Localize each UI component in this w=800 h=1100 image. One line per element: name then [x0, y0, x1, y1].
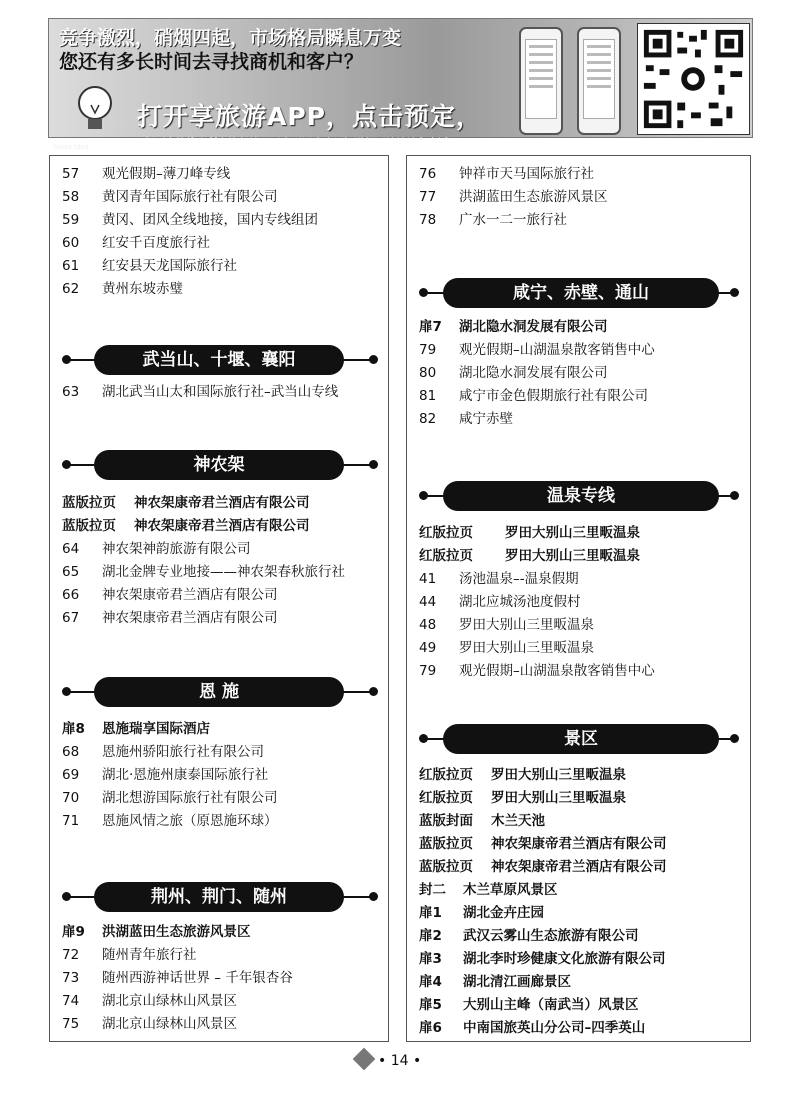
section-header — [62, 677, 378, 707]
list-item: 71 恩施风情之旅（原恩施环球） — [62, 813, 278, 829]
list-item: 红版拉页 罗田大别山三里畈温泉 — [419, 790, 626, 806]
list-item: 红版拉页 罗田大别山三里畈温泉 — [419, 548, 640, 564]
section-title: 景区 — [443, 724, 719, 754]
list-item: 蓝版拉页 神农架康帝君兰酒店有限公司 — [419, 836, 667, 852]
list-item: 扉6 中南国旅英山分公司–四季英山 — [419, 1020, 646, 1036]
list-item: 57 观光假期–薄刀峰专线 — [62, 166, 231, 182]
section-header — [62, 882, 378, 912]
list-item: 扉1 湖北金卉庄园 — [419, 905, 544, 921]
list-item: 红版拉页 罗田大别山三里畈温泉 — [419, 525, 640, 541]
list-item: 扉8 恩施瑞享国际酒店 — [62, 721, 210, 737]
banner-tagline: Good Idea — [53, 143, 89, 151]
list-item: 72 随州青年旅行社 — [62, 947, 197, 963]
list-item: 82 咸宁赤壁 — [419, 411, 513, 427]
list-item: 48 罗田大别山三里畈温泉 — [419, 617, 594, 633]
section-title: 武当山、十堰、襄阳 — [94, 345, 344, 375]
section-header — [62, 450, 378, 480]
section-title: 温泉专线 — [443, 481, 719, 511]
page-number: • 14 • — [356, 1051, 421, 1069]
list-item: 70 湖北想游国际旅行社有限公司 — [62, 790, 278, 806]
section-header — [419, 278, 739, 308]
list-item: 79 观光假期–山湖温泉散客销售中心 — [419, 342, 655, 358]
list-item: 66 神农架康帝君兰酒店有限公司 — [62, 587, 278, 603]
list-item: 44 湖北应城汤池度假村 — [419, 594, 581, 610]
banner-subline: 便可查找搜索所有旅行社，再也不用头疼不知道组团社地址和电话！ — [144, 137, 459, 149]
list-item: 67 神农架康帝君兰酒店有限公司 — [62, 610, 278, 626]
list-item: 蓝版拉页 神农架康帝君兰酒店有限公司 — [62, 518, 310, 534]
banner-line1: 竞争激烈，硝烟四起，市场格局瞬息万变 — [59, 27, 402, 49]
list-item: 81 咸宁市金色假期旅行社有限公司 — [419, 388, 648, 404]
banner-cta: 打开享旅游APP，点击预定， — [137, 102, 482, 131]
list-item: 蓝版拉页 神农架康帝君兰酒店有限公司 — [419, 859, 667, 875]
list-item: 59 黄冈、团风全线地接，国内专线组团 — [62, 212, 318, 228]
list-item: 58 黄冈青年国际旅行社有限公司 — [62, 189, 278, 205]
list-item: 74 湖北京山绿林山风景区 — [62, 993, 237, 1009]
section-title: 恩 施 — [94, 677, 344, 707]
list-item: 49 罗田大别山三里畈温泉 — [419, 640, 594, 656]
phone-mockup-icon — [519, 27, 563, 135]
ad-banner[interactable] — [48, 18, 753, 151]
qr-code-icon[interactable] — [637, 23, 750, 135]
list-item: 65 湖北金牌专业地接——神农架春秋旅行社 — [62, 564, 345, 580]
magazine-logo-icon — [353, 1048, 376, 1071]
list-item: 76 钟祥市天马国际旅行社 — [419, 166, 594, 182]
list-item: 64 神农架神韵旅游有限公司 — [62, 541, 251, 557]
section-header — [419, 481, 739, 511]
list-item: 蓝版封面 木兰天池 — [419, 813, 545, 829]
list-item: 77 洪湖蓝田生态旅游风景区 — [419, 189, 608, 205]
list-item: 80 湖北隐水洞发展有限公司 — [419, 365, 608, 381]
left-column — [49, 155, 389, 1042]
section-title: 荆州、荆门、随州 — [94, 882, 344, 912]
lightbulb-icon — [71, 83, 119, 139]
list-item: 扉9 洪湖蓝田生态旅游风景区 — [62, 924, 251, 940]
right-column — [406, 155, 751, 1042]
list-item: 41 汤池温泉–-温泉假期 — [419, 571, 579, 587]
list-item: 79 观光假期–山湖温泉散客销售中心 — [419, 663, 655, 679]
list-item: 扉7 湖北隐水洞发展有限公司 — [419, 319, 608, 335]
list-item: 扉4 湖北清江画廊景区 — [419, 974, 571, 990]
phone-mockup-icon — [577, 27, 621, 135]
list-item: 60 红安千百度旅行社 — [62, 235, 210, 251]
list-item: 75 湖北京山绿林山风景区 — [62, 1016, 237, 1032]
list-item: 扉5 大别山主峰（南武当）风景区 — [419, 997, 639, 1013]
list-item: 61 红安县天龙国际旅行社 — [62, 258, 237, 274]
list-item: 蓝版拉页 神农架康帝君兰酒店有限公司 — [62, 495, 310, 511]
section-header — [62, 345, 378, 375]
list-item: 62 黄州东坡赤璧 — [62, 281, 183, 297]
section-title: 神农架 — [94, 450, 344, 480]
list-item: 扉3 湖北李时珍健康文化旅游有限公司 — [419, 951, 666, 967]
banner-line2: 您还有多长时间去寻找商机和客户？ — [59, 51, 364, 73]
list-item: 封二 木兰草原风景区 — [419, 882, 558, 898]
section-header — [419, 724, 739, 754]
list-item: 扉2 武汉云雾山生态旅游有限公司 — [419, 928, 639, 944]
list-item: 73 随州西游神话世界 – 千年银杏谷 — [62, 970, 293, 986]
list-item: 红版拉页 罗田大别山三里畈温泉 — [419, 767, 626, 783]
list-item: 78 广水一二一旅行社 — [419, 212, 567, 228]
list-item: 63 湖北武当山太和国际旅行社–武当山专线 — [62, 384, 339, 400]
list-item: 69 湖北·恩施州康泰国际旅行社 — [62, 767, 269, 783]
section-title: 咸宁、赤壁、通山 — [443, 278, 719, 308]
list-item: 68 恩施州骄阳旅行社有限公司 — [62, 744, 264, 760]
